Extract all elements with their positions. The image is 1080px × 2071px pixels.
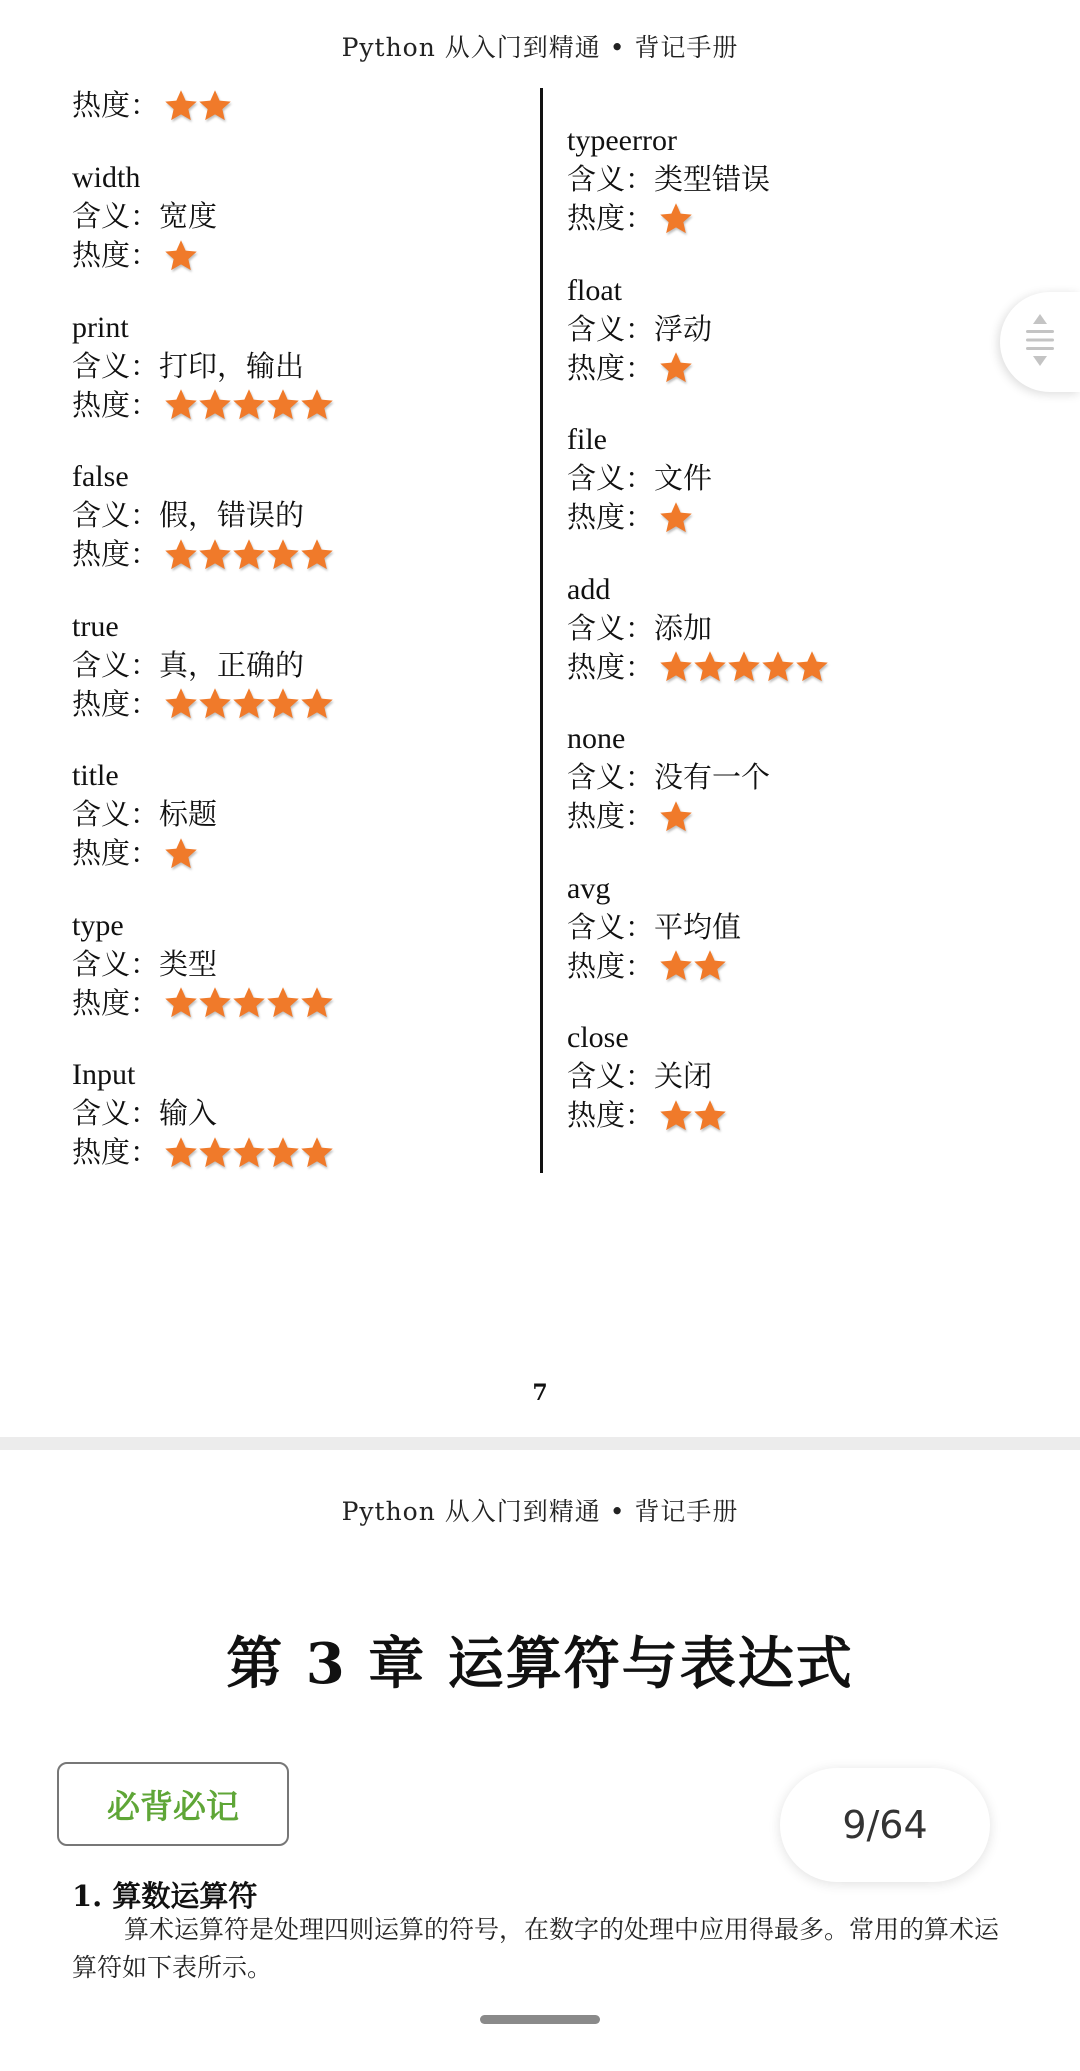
star-icon	[265, 387, 301, 423]
memo-box: 必背必记	[57, 1762, 289, 1846]
star-icon	[197, 537, 233, 573]
rating-stars	[163, 88, 231, 124]
entry-word: print	[72, 310, 129, 344]
entry-word: float	[567, 273, 622, 307]
rating-label: 热度：	[72, 686, 160, 721]
star-icon	[231, 985, 267, 1021]
star-icon	[658, 201, 694, 237]
rating-stars	[658, 948, 726, 984]
rating-label: 热度：	[72, 537, 160, 571]
star-icon	[231, 686, 267, 722]
star-icon	[658, 948, 694, 984]
rating-label: 热度：	[72, 387, 160, 422]
entry-word: none	[567, 722, 626, 755]
star-icon	[163, 537, 199, 573]
rating-stars	[658, 201, 692, 237]
entry-meaning: 含义：假，错误的	[72, 498, 305, 532]
rating-stars	[163, 836, 197, 872]
home-indicator[interactable]	[480, 2015, 600, 2024]
vocab-entry	[72, 1055, 333, 1172]
star-icon	[692, 948, 728, 984]
star-icon	[299, 537, 335, 573]
star-icon	[197, 686, 233, 722]
entry-meaning: 含义：类型	[72, 946, 218, 981]
running-header: Python 从入门到精通 • 背记手册	[341, 1497, 739, 1526]
star-icon	[299, 686, 335, 722]
star-icon	[299, 985, 335, 1021]
entry-word: Input	[72, 1058, 136, 1091]
vocab-entry	[567, 271, 712, 388]
star-icon	[231, 537, 267, 573]
entry-meaning: 含义：类型错误	[567, 162, 771, 196]
rating-stars	[658, 350, 692, 386]
entry-word: typeerror	[567, 124, 677, 157]
entry-meaning: 含义：标题	[72, 797, 218, 831]
chapter-title: 第 3 章 运算符与表达式	[226, 1631, 854, 1697]
rating-label: 热度：	[567, 948, 655, 983]
star-icon	[197, 88, 233, 124]
star-icon	[163, 387, 199, 423]
rating-stars	[163, 686, 333, 722]
rating-label: 热度：	[567, 1098, 655, 1132]
entry-meaning: 含义：没有一个	[567, 760, 771, 794]
vocab-entry	[567, 869, 741, 986]
star-icon	[163, 88, 199, 124]
star-icon	[658, 350, 694, 386]
body-paragraph: 算术运算符是处理四则运算的符号，在数字的处理中应用得最多。常用的算术运算符如下表所示。	[72, 1915, 1000, 1982]
star-icon	[163, 238, 199, 274]
page-separator	[0, 1437, 1080, 1450]
rating-stars	[163, 238, 197, 274]
entry-meaning: 含义：真，正确的	[72, 647, 305, 682]
running-header: Python 从入门到精通 • 背记手册	[341, 33, 739, 62]
star-icon	[197, 1135, 233, 1171]
entry-word: add	[567, 572, 611, 606]
page-indicator[interactable]: 9/64	[780, 1768, 990, 1882]
star-icon	[231, 1135, 267, 1171]
rating-label: 热度：	[567, 649, 655, 684]
rating-stars	[163, 985, 333, 1021]
vocab-entry	[567, 121, 770, 238]
vocab-entry	[567, 420, 712, 537]
star-icon	[692, 1098, 728, 1134]
star-icon	[299, 1135, 335, 1171]
entry-word: true	[72, 609, 119, 643]
star-icon	[726, 649, 762, 685]
rating-label: 热度：	[567, 350, 655, 385]
star-icon	[265, 1135, 301, 1171]
rating-label: 热度：	[72, 88, 160, 122]
rating-label: 热度：	[72, 985, 160, 1020]
rating-label: 热度：	[72, 1135, 160, 1169]
scroll-handle-icon[interactable]	[1023, 312, 1057, 372]
star-icon	[163, 836, 199, 872]
star-icon	[658, 1098, 694, 1134]
star-icon	[231, 387, 267, 423]
entry-meaning: 含义：浮动	[567, 311, 713, 346]
rating-label: 热度：	[72, 238, 160, 272]
vocab-entry	[72, 607, 333, 724]
vocab-entry	[72, 457, 333, 574]
rating-stars	[163, 1135, 333, 1171]
column-divider	[540, 88, 543, 1173]
star-icon	[163, 1135, 199, 1171]
star-icon	[265, 985, 301, 1021]
star-icon	[658, 649, 694, 685]
vocab-entry	[72, 906, 333, 1023]
star-icon	[299, 387, 335, 423]
entry-meaning: 含义：文件	[567, 461, 713, 495]
rating-stars	[163, 387, 333, 423]
entry-word: close	[567, 1021, 629, 1054]
vocab-entry	[72, 308, 333, 425]
entry-meaning: 含义：输入	[72, 1096, 218, 1130]
section-heading: 1. 算数运算符	[72, 1879, 258, 1913]
rating-stars	[658, 799, 692, 835]
rating-label: 热度：	[567, 500, 655, 534]
document-page-8	[0, 1450, 1080, 2071]
star-icon	[794, 649, 830, 685]
vocab-entry	[567, 719, 770, 836]
entry-meaning: 含义：添加	[567, 610, 713, 645]
star-icon	[163, 985, 199, 1021]
rating-label: 热度：	[567, 799, 655, 833]
star-icon	[197, 387, 233, 423]
star-icon	[658, 799, 694, 835]
rating-stars	[658, 500, 692, 536]
entry-word: title	[72, 759, 119, 792]
entry-word: false	[72, 460, 129, 493]
rating-label: 热度：	[72, 836, 160, 870]
star-icon	[760, 649, 796, 685]
star-icon	[197, 985, 233, 1021]
star-icon	[163, 686, 199, 722]
entry-meaning: 含义：打印，输出	[72, 348, 305, 383]
vocab-entry	[567, 1018, 726, 1135]
vocab-entry	[72, 158, 217, 275]
star-icon	[658, 500, 694, 536]
entry-meaning: 含义：平均值	[567, 909, 742, 944]
rating-stars	[658, 649, 828, 685]
star-icon	[265, 537, 301, 573]
rating-label: 热度：	[567, 201, 655, 235]
star-icon	[692, 649, 728, 685]
entry-meaning: 含义：关闭	[567, 1059, 713, 1093]
entry-word: type	[72, 908, 124, 942]
entry-meaning: 含义：宽度	[72, 199, 218, 233]
rating-stars	[163, 537, 333, 573]
entry-word: avg	[567, 871, 611, 905]
vocab-entry	[72, 756, 217, 873]
star-icon	[265, 686, 301, 722]
entry-word: file	[567, 423, 607, 456]
page-number: 7	[532, 1380, 548, 1406]
rating-stars	[658, 1098, 726, 1134]
entry-word: width	[72, 161, 141, 194]
vocab-entry	[567, 570, 828, 687]
top-rating-entry	[72, 86, 231, 125]
